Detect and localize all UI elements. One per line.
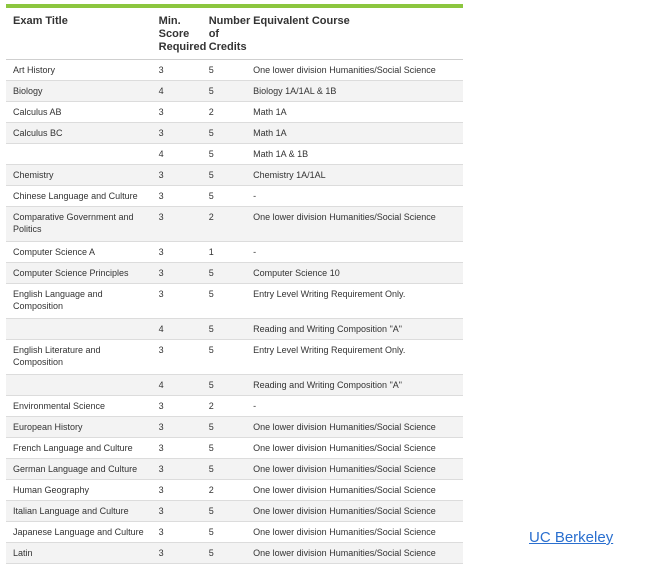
table-row [6,522,463,543]
course-cell: Math 1A [246,123,463,144]
table-row [6,480,463,501]
credits-cell: 5 [202,340,246,375]
table-header-row [6,8,463,60]
table-row [6,417,463,438]
score-cell: 4 [152,81,202,102]
table-row [6,60,463,81]
exam-cell: Environmental Science [6,396,152,417]
exam-cell: Art History [6,60,152,81]
course-cell: - [246,242,463,263]
score-cell: 3 [152,102,202,123]
table-row [6,242,463,263]
score-cell: 3 [152,438,202,459]
score-cell: 3 [152,396,202,417]
course-cell: Math 1A & 1B [246,144,463,165]
course-cell: Computer Science 10 [246,263,463,284]
credits-cell: 5 [202,186,246,207]
course-cell: Entry Level Writing Requirement Only. [246,340,463,375]
exam-cell: Calculus BC [6,123,152,144]
table-row [6,340,463,375]
exam-cell: Chinese Language and Culture [6,186,152,207]
credits-cell: 2 [202,207,246,242]
credits-cell: 5 [202,144,246,165]
exam-cell [6,375,152,396]
course-cell: One lower division Humanities/Social Science [246,60,463,81]
score-cell: 3 [152,543,202,564]
table-row [6,81,463,102]
score-cell: 3 [152,263,202,284]
table-row [6,165,463,186]
credits-cell: 5 [202,375,246,396]
credits-cell: 2 [202,396,246,417]
table-row [6,284,463,319]
score-cell: 3 [152,501,202,522]
score-cell: 3 [152,340,202,375]
credits-cell: 5 [202,123,246,144]
credits-cell: 5 [202,501,246,522]
table-row [6,207,463,242]
score-cell: 3 [152,165,202,186]
credits-cell: 5 [202,319,246,340]
score-cell: 3 [152,480,202,501]
header-credits: Number of Credits [202,8,246,60]
credits-cell: 5 [202,543,246,564]
ap-credit-table-container [6,4,463,564]
course-cell: Chemistry 1A/1AL [246,165,463,186]
score-cell: 3 [152,186,202,207]
score-cell: 3 [152,417,202,438]
exam-cell: Chemistry [6,165,152,186]
course-cell: One lower division Humanities/Social Science [246,459,463,480]
credits-cell: 2 [202,480,246,501]
exam-cell: Italian Language and Culture [6,501,152,522]
header-exam-title: Exam Title [6,8,152,60]
exam-cell: German Language and Culture [6,459,152,480]
table-row [6,543,463,564]
table-row [6,375,463,396]
credits-cell: 5 [202,165,246,186]
credits-cell: 5 [202,417,246,438]
score-cell: 3 [152,60,202,81]
course-cell: Biology 1A/1AL & 1B [246,81,463,102]
credits-cell: 5 [202,60,246,81]
table-row [6,263,463,284]
course-cell: One lower division Humanities/Social Science [246,522,463,543]
course-cell: Math 1A [246,102,463,123]
score-cell: 3 [152,242,202,263]
score-cell: 3 [152,459,202,480]
table-row [6,186,463,207]
exam-cell: Japanese Language and Culture [6,522,152,543]
score-cell: 3 [152,123,202,144]
exam-cell: Comparative Government and Politics [6,207,152,242]
exam-cell: English Language and Composition [6,284,152,319]
credits-cell: 1 [202,242,246,263]
course-cell: One lower division Humanities/Social Science [246,438,463,459]
exam-cell: English Literature and Composition [6,340,152,375]
course-cell: One lower division Humanities/Social Science [246,501,463,522]
credits-cell: 5 [202,522,246,543]
table-row [6,319,463,340]
credits-cell: 5 [202,459,246,480]
credits-cell: 5 [202,284,246,319]
exam-cell: Calculus AB [6,102,152,123]
table-row [6,123,463,144]
course-cell: Entry Level Writing Requirement Only. [246,284,463,319]
credits-cell: 2 [202,102,246,123]
table-row [6,102,463,123]
exam-cell: Latin [6,543,152,564]
course-cell: One lower division Humanities/Social Science [246,543,463,564]
exam-cell: European History [6,417,152,438]
score-cell: 4 [152,144,202,165]
table-row [6,396,463,417]
course-cell: Reading and Writing Composition "A" [246,319,463,340]
exam-cell [6,319,152,340]
table-row [6,144,463,165]
table-row [6,438,463,459]
credits-cell: 5 [202,81,246,102]
uc-berkeley-link[interactable]: UC Berkeley [529,529,614,546]
course-cell: - [246,186,463,207]
score-cell: 4 [152,319,202,340]
exam-cell: Computer Science A [6,242,152,263]
table-row [6,459,463,480]
header-equivalent-course: Equivalent Course [246,8,463,60]
score-cell: 3 [152,284,202,319]
credits-cell: 5 [202,263,246,284]
exam-cell: French Language and Culture [6,438,152,459]
exam-cell [6,144,152,165]
course-cell: - [246,396,463,417]
header-min-score: Min. Score Required [152,8,202,60]
course-cell: Reading and Writing Composition "A" [246,375,463,396]
exam-cell: Human Geography [6,480,152,501]
course-cell: One lower division Humanities/Social Science [246,480,463,501]
course-cell: One lower division Humanities/Social Science [246,417,463,438]
score-cell: 3 [152,522,202,543]
credits-cell: 5 [202,438,246,459]
ap-credit-table [6,8,463,564]
exam-cell: Computer Science Principles [6,263,152,284]
table-row [6,501,463,522]
exam-cell: Biology [6,81,152,102]
course-cell: One lower division Humanities/Social Science [246,207,463,242]
score-cell: 3 [152,207,202,242]
score-cell: 4 [152,375,202,396]
